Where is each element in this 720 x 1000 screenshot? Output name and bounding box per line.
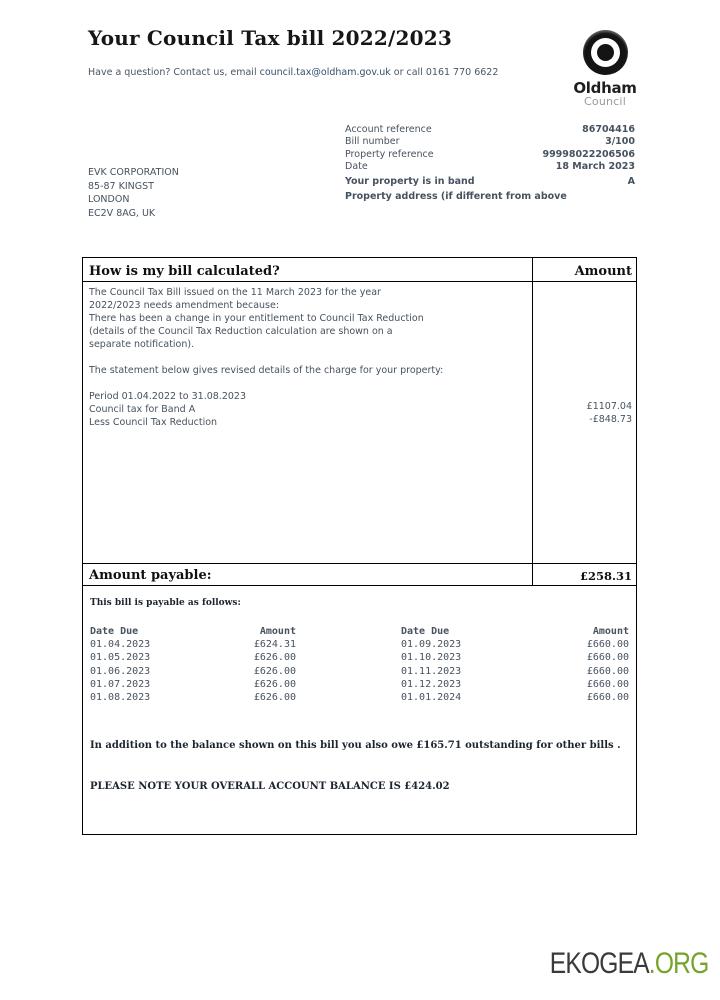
oldham-target-circle-icon [583,30,628,75]
spacer [89,377,524,390]
amount-payable-value: £258.31 [532,564,636,585]
page-title: Your Council Tax bill 2022/2023 [88,26,452,50]
date-value: 18 March 2023 [555,160,635,172]
property-reference-label: Property reference [345,148,434,160]
schedule-row [90,691,629,704]
schedule-row [90,678,629,691]
body-line: (details of the Council Tax Reduction calculation are shown on a [89,326,393,337]
col-header-date-due: Date Due [90,626,139,637]
property-reference-row [345,149,635,161]
account-details [345,124,635,204]
due-amount: £624.31 [253,639,296,651]
schedule-intro: This bill is payable as follows: [90,598,241,608]
charge-label: Less Council Tax Reduction [89,417,218,428]
property-reference-value: 99998022206506 [542,148,635,160]
bill-number-label: Bill number [345,136,400,148]
outstanding-balance-note: In addition to the balance shown on this bill you also owe £165.71 outstanding for other bills . [90,740,621,752]
spacer [89,351,524,364]
body-line: The Council Tax Bill issued on the 11 March 2023 for the year [89,287,381,298]
due-date: 01.10.2023 [401,652,462,664]
body-line: 2022/2023 needs amendment because: [89,300,280,311]
charge-amount: -£848.73 [589,414,632,425]
schedule-row [90,638,629,651]
due-amount: £660.00 [586,678,629,690]
logo-white-ring [591,38,620,67]
logo-subtitle: Council [584,95,626,108]
contact-prefix: Have a question? Contact us, email [88,67,260,78]
brand-green-text: .ORG [648,947,708,980]
payment-schedule-table [90,625,629,704]
col-header-date-due: Date Due [401,626,450,637]
charge-label: Council tax for Band A [89,404,196,415]
property-address-row [345,191,635,203]
due-date: 01.09.2023 [401,639,462,651]
schedule-header-row [90,625,629,638]
account-reference-row [345,124,635,136]
due-amount: £660.00 [586,692,629,704]
recipient-city: LONDON [88,194,130,205]
bill-number-value: 3/100 [605,136,635,148]
calculation-amounts [532,282,636,563]
date-label: Date [345,160,368,172]
recipient-address [88,166,179,220]
account-reference-label: Account reference [345,124,432,135]
due-amount: £626.00 [253,678,296,690]
bill-calculation-table [82,257,637,835]
contact-suffix: or call 0161 770 6622 [390,67,499,78]
schedule-row [90,651,629,664]
col-header-amount: Amount [592,626,629,637]
due-date: 01.12.2023 [401,678,462,690]
amount-payable-label: Amount payable: [89,568,212,583]
due-date: 01.07.2023 [90,678,151,690]
due-amount: £660.00 [586,639,629,651]
brand-dark-text: EKOGEA [549,947,649,980]
amount-payable-row [83,563,636,586]
bill-number-row [345,136,635,148]
recipient-name: EVK CORPORATION [88,167,179,178]
calculation-text [83,282,532,563]
account-reference-value: 86704416 [582,124,635,135]
property-address-label: Property address (if different from above [345,191,567,203]
overall-balance-note: PLEASE NOTE YOUR OVERALL ACCOUNT BALANCE IS £424.02 [90,781,450,793]
amount-header: Amount [532,258,636,281]
due-amount: £660.00 [586,665,629,677]
due-amount: £626.00 [253,652,296,664]
due-date: 01.06.2023 [90,665,151,677]
band-label: Your property is in band [345,176,475,188]
contact-email: council.tax@oldham.gov.uk [259,67,391,78]
due-amount: £626.00 [253,692,296,704]
due-date: 01.05.2023 [90,652,151,664]
calculation-body-row [83,282,636,563]
band-value: A [627,176,635,188]
due-date: 01.11.2023 [401,665,462,677]
date-row [345,161,635,173]
logo-name: Oldham [573,79,637,97]
period-line: Period 01.04.2022 to 31.08.2023 [89,391,247,402]
due-date: 01.08.2023 [90,692,151,704]
due-amount: £660.00 [586,652,629,664]
logo-center-dot [597,44,614,61]
body-line: There has been a change in your entitlement to Council Tax Reduction [89,313,424,324]
due-amount: £626.00 [253,665,296,677]
calculation-header: How is my bill calculated? [89,264,280,279]
band-row [345,176,635,188]
ekogea-brand [549,947,708,981]
schedule-row [90,665,629,678]
payment-schedule-section [83,586,636,834]
due-date: 01.04.2023 [90,639,151,651]
contact-line [88,67,498,78]
recipient-postcode: EC2V 8AG, UK [88,207,156,219]
charge-amount: £1107.04 [586,401,632,412]
recipient-street: 85-87 KINGST [88,180,154,192]
oldham-council-logo [563,30,647,108]
col-header-amount: Amount [259,626,296,637]
table-header-row [83,258,636,282]
body-line: separate notification). [89,339,195,350]
due-date: 01.01.2024 [401,692,462,704]
statement-line: The statement below gives revised details of the charge for your property: [89,365,444,376]
